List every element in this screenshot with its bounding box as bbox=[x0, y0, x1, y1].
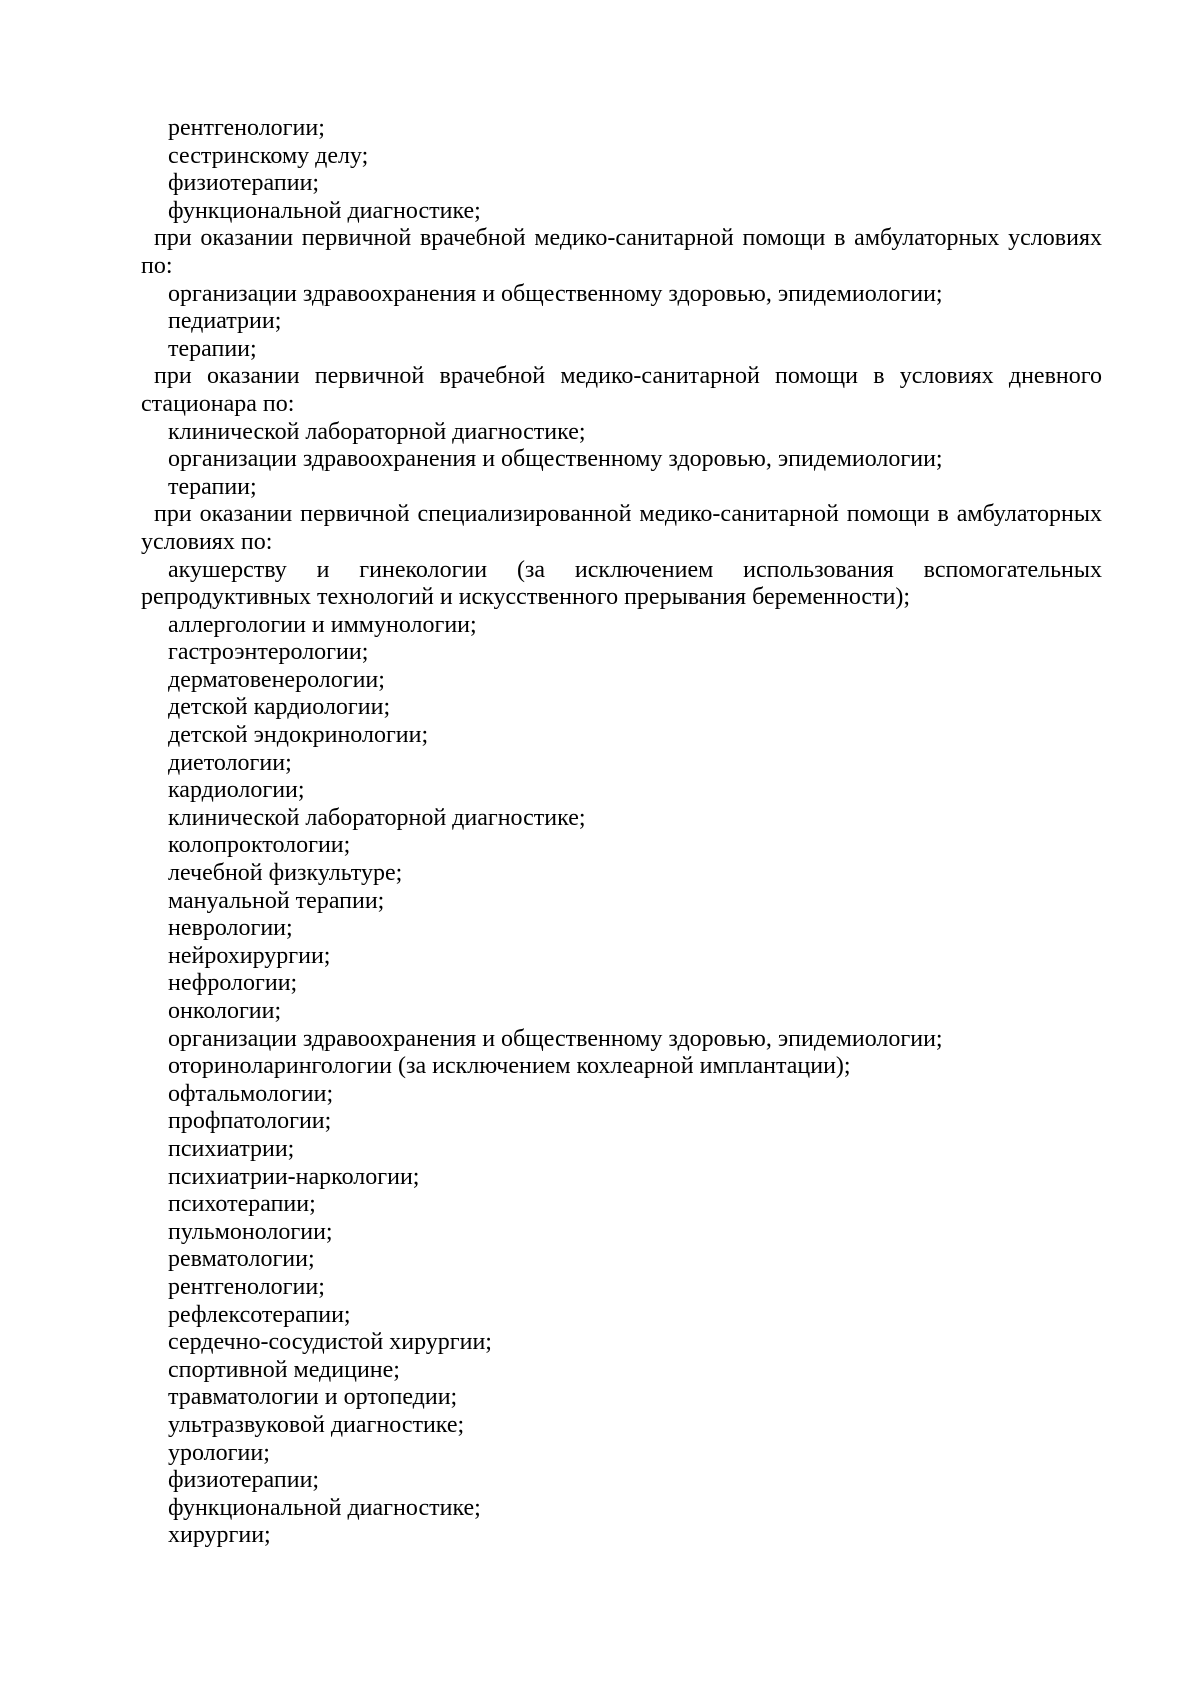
intro-paragraph-line: при оказании первичной специализированной медико-санитарной помощи в амбулаторных bbox=[154, 501, 1102, 528]
specialty-item-line: онкологии; bbox=[168, 998, 282, 1024]
specialty-item-line: детской эндокринологии; bbox=[168, 722, 429, 749]
specialty-item-line: диетологии; bbox=[168, 749, 292, 776]
specialty-item-line: спортивной медицине; bbox=[168, 1356, 400, 1383]
specialty-item-line: ультразвуковой диагностике; bbox=[168, 1411, 465, 1438]
specialty-item-line: сестринскому делу; bbox=[168, 142, 369, 169]
specialty-item-line: ревматологии; bbox=[168, 1246, 315, 1273]
specialty-item-line: организации здравоохранения и общественному здоровью, эпидемиологии; bbox=[168, 446, 943, 473]
specialty-item-line: педиатрии; bbox=[168, 308, 282, 335]
specialty-item-line: физиотерапии; bbox=[168, 1467, 320, 1494]
specialty-item-line: психотерапии; bbox=[168, 1191, 316, 1218]
specialty-item-line: функциональной диагностике; bbox=[168, 197, 481, 224]
specialty-item-line: функциональной диагностике; bbox=[168, 1494, 481, 1521]
specialty-item-line: офтальмологии; bbox=[168, 1080, 334, 1107]
specialty-item-line: мануальной терапии; bbox=[168, 887, 385, 914]
specialty-item-line: нефрологии; bbox=[168, 970, 298, 997]
specialty-item-line: рефлексотерапии; bbox=[168, 1301, 351, 1328]
specialty-item-line: нейрохирургии; bbox=[168, 942, 331, 969]
specialty-item-line: гастроэнтерологии; bbox=[168, 639, 369, 666]
specialty-item-line: сердечно-сосудистой хирургии; bbox=[168, 1329, 492, 1356]
specialty-item-line: психиатрии; bbox=[168, 1135, 295, 1162]
specialty-item-line: психиатрии-наркологии; bbox=[168, 1163, 420, 1190]
specialty-item-line: урологии; bbox=[168, 1439, 270, 1466]
specialty-item-line: физиотерапии; bbox=[168, 170, 320, 197]
specialty-item-line: организации здравоохранения и общественному здоровью, эпидемиологии; bbox=[168, 1025, 943, 1052]
specialty-item-line: кардиологии; bbox=[168, 777, 305, 804]
specialty-item-line: акушерству и гинекологии (за исключением использования вспомогательных bbox=[168, 556, 1102, 583]
specialty-item-line: аллергологии и иммунологии; bbox=[168, 611, 477, 638]
specialty-item-line: пульмонологии; bbox=[168, 1218, 333, 1245]
intro-paragraph-line: по: bbox=[141, 252, 173, 279]
specialty-item-line: травматологии и ортопедии; bbox=[168, 1384, 458, 1411]
intro-paragraph-line: при оказании первичной врачебной медико-санитарной помощи в условиях дневного bbox=[154, 363, 1102, 390]
intro-paragraph-line: при оказании первичной врачебной медико-санитарной помощи в амбулаторных условиях bbox=[154, 225, 1102, 252]
specialty-item-line: колопроктологии; bbox=[168, 832, 351, 859]
specialty-item-line: терапии; bbox=[168, 473, 257, 500]
specialty-item-line: лечебной физкультуре; bbox=[168, 860, 403, 887]
specialty-item-line: хирургии; bbox=[168, 1522, 271, 1549]
specialty-item-line: профпатологии; bbox=[168, 1108, 332, 1135]
specialty-item-line: неврологии; bbox=[168, 915, 293, 942]
specialty-item-line: клинической лабораторной диагностике; bbox=[168, 418, 586, 445]
specialty-item-line: репродуктивных технологий и искусственного прерывания беременности); bbox=[141, 584, 911, 611]
specialty-item-line: рентгенологии; bbox=[168, 115, 325, 141]
specialty-item-line: терапии; bbox=[168, 335, 257, 362]
intro-paragraph-line: условиях по: bbox=[141, 528, 273, 555]
specialty-item-line: организации здравоохранения и общественному здоровью, эпидемиологии; bbox=[168, 280, 943, 307]
specialty-item-line: клинической лабораторной диагностике; bbox=[168, 804, 586, 831]
specialty-item-line: детской кардиологии; bbox=[168, 694, 391, 721]
specialty-item-line: оториноларингологии (за исключением кохлеарной имплантации); bbox=[168, 1053, 851, 1080]
specialty-item-line: рентгенологии; bbox=[168, 1273, 325, 1300]
specialty-item-line: дерматовенерологии; bbox=[168, 666, 385, 693]
intro-paragraph-line: стационара по: bbox=[141, 390, 295, 417]
document-text-block bbox=[141, 115, 1102, 1550]
